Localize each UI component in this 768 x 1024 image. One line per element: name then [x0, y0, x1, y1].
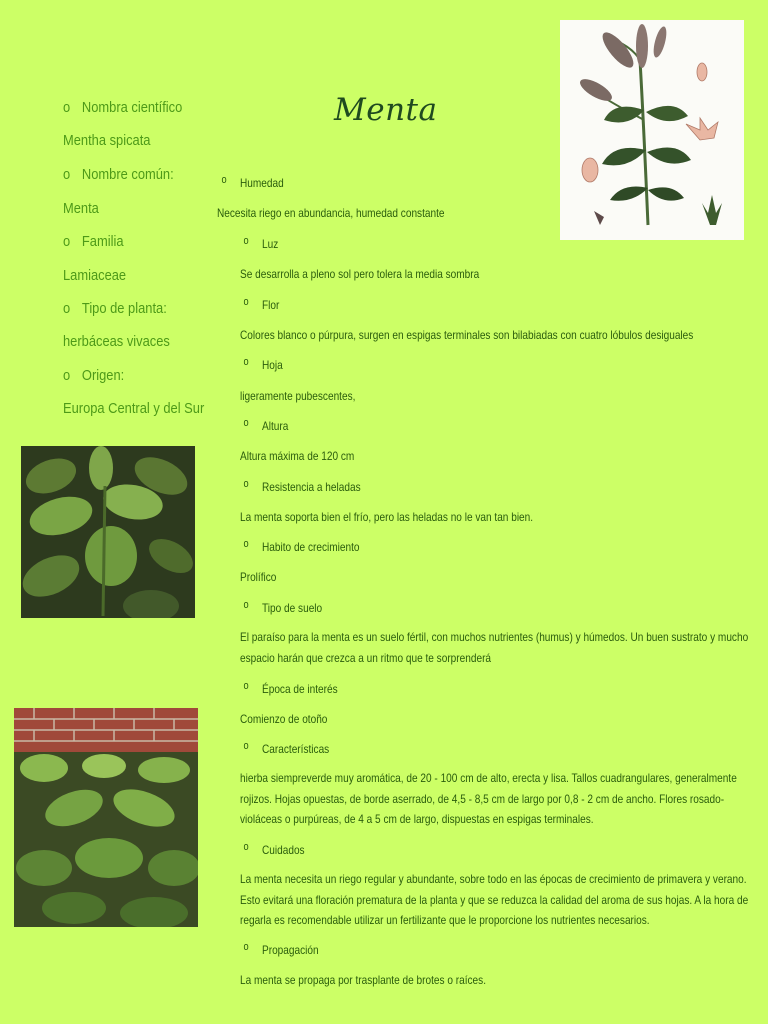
bullet: o — [63, 300, 71, 317]
page-title: Menta — [334, 92, 438, 128]
heading-text: Cuidados — [262, 843, 305, 857]
mint-plants-brick-wall-photo — [14, 708, 198, 927]
sidebar-value-plant-type: herbáceas vivaces — [63, 333, 170, 350]
bullet: o — [63, 166, 71, 183]
sidebar-value-origin: Europa Central y del Sur — [63, 400, 205, 417]
heading-text: Propagación — [262, 943, 319, 957]
section-text-cuidados: La menta necesita un riego regular y abundante, sobre todo en las épocas de crecimiento de primavera y verano. Esto evitará una floración prematura de la planta y que se reduzca la calidad del aroma de sus hojas. A la hora de regarla es recomendable utilizar un fertilizante que le proporcione los nutrientes necesarios. — [240, 872, 749, 927]
section-text-caracteristicas: hierba siempreverde muy aromática, de 20 - 100 cm de alto, erecta y lisa. Tallos cuadrangulares, generalmente rojizos. Hojas opuestas, de borde aserrado, de 4,5 - 8,5 cm de largo por 0,8 - 2 cm de ancho. Flores rosado-violáceas o purpúreas, de 4 a 5 cm de largo, dispuestas en espigas terminales. — [240, 771, 737, 826]
sidebar-label-scientific — [63, 99, 182, 116]
heading-text: Hoja — [262, 358, 283, 372]
section-heading-altura — [243, 417, 289, 433]
section-heading-suelo — [243, 599, 323, 615]
heading-text: Características — [262, 742, 330, 756]
section-text-humedad: Necesita riego en abundancia, humedad constante — [217, 206, 445, 220]
sidebar-label-origin — [63, 367, 124, 384]
bullet: o — [63, 233, 71, 250]
heading-text: Época de interés — [262, 682, 338, 696]
bullet: o — [243, 599, 249, 611]
section-heading-flor — [243, 296, 280, 312]
section-heading-propagacion — [243, 941, 319, 957]
bullet: o — [243, 841, 249, 853]
section-text-flor: Colores blanco o púrpura, surgen en espigas terminales son bilabiadas con cuatro lóbulos desiguales — [240, 328, 694, 342]
sidebar-value-scientific: Mentha spicata — [63, 132, 151, 149]
section-heading-caracteristicas — [243, 740, 330, 756]
sidebar-label-plant-type — [63, 300, 167, 317]
section-heading-humedad — [221, 174, 284, 190]
bullet: o — [63, 99, 71, 116]
heading-text: Humedad — [240, 176, 284, 190]
section-heading-luz — [243, 235, 279, 251]
bullet: o — [243, 941, 249, 953]
heading-text: Flor — [262, 298, 280, 312]
bullet: o — [221, 174, 227, 186]
section-heading-hoja — [243, 356, 283, 372]
bullet: o — [243, 680, 249, 692]
botanical-illustration — [560, 20, 744, 240]
section-heading-habito — [243, 538, 360, 554]
sidebar-label-text: Nombra científico — [81, 99, 183, 116]
section-heading-cuidados — [243, 841, 305, 857]
section-text-epoca: Comienzo de otoño — [240, 712, 328, 726]
sidebar-value-family: Lamiaceae — [63, 267, 127, 284]
sidebar-label-text: Tipo de planta: — [81, 300, 167, 317]
bullet: o — [63, 367, 71, 384]
bullet: o — [243, 356, 249, 368]
heading-text: Luz — [262, 237, 279, 251]
section-heading-epoca — [243, 680, 338, 696]
heading-text: Altura — [262, 419, 289, 433]
bullet: o — [243, 417, 249, 429]
bullet: o — [243, 538, 249, 550]
section-text-hoja: ligeramente pubescentes, — [240, 389, 356, 403]
bullet: o — [243, 478, 249, 490]
section-heading-resistencia — [243, 478, 361, 494]
bullet: o — [243, 296, 249, 308]
heading-text: Resistencia a heladas — [262, 480, 361, 494]
bullet: o — [243, 740, 249, 752]
section-text-altura: Altura máxima de 120 cm — [240, 449, 355, 463]
sidebar-label-text: Nombre común: — [81, 166, 174, 183]
section-text-luz: Se desarrolla a pleno sol pero tolera la media sombra — [240, 267, 480, 281]
sidebar-label-text: Origen: — [81, 367, 125, 384]
sidebar-label-common — [63, 166, 174, 183]
sidebar-label-text: Familia — [81, 233, 124, 250]
mint-photo — [21, 446, 195, 618]
sidebar-label-family — [63, 233, 123, 250]
section-text-resistencia: La menta soporta bien el frío, pero las heladas no le van tan bien. — [240, 510, 534, 524]
section-text-habito: Prolífico — [240, 570, 277, 584]
heading-text: Habito de crecimiento — [262, 540, 360, 554]
sidebar-value-common: Menta — [63, 200, 99, 217]
heading-text: Tipo de suelo — [262, 601, 323, 615]
section-text-propagacion: La menta se propaga por trasplante de brotes o raíces. — [240, 973, 487, 987]
bullet: o — [243, 235, 249, 247]
section-text-suelo: El paraíso para la menta es un suelo fértil, con muchos nutrientes (humus) y húmedos. Un buen sustrato y mucho espacio harán que crezca a un ritmo que te sorprenderá — [240, 630, 749, 665]
